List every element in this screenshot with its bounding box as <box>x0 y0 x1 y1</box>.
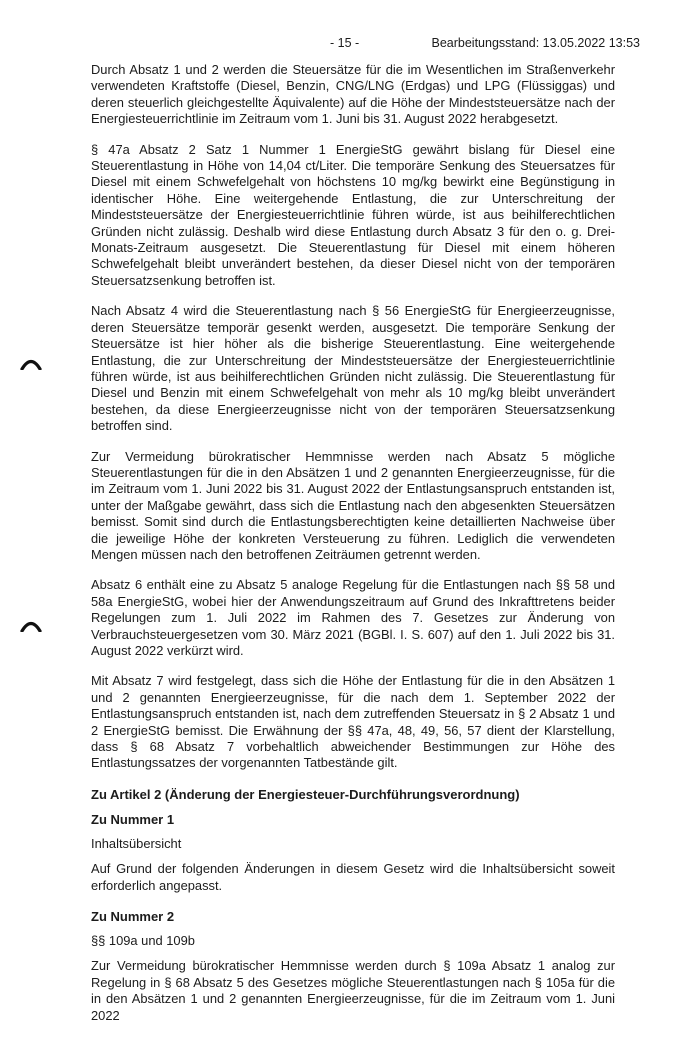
binding-mark-icon <box>20 356 42 370</box>
paragraph: Nach Absatz 4 wird die Steuerentlastung nach § 56 EnergieStG für Energieerzeugnisse, deren Steuersätze temporär gesenkt werden, ausgesetzt. Die temporäre Senkung der Steuersätze ist hier höher als die bisherige Steuerentlastung. Eine weitergehende Entlastung, die zur Unterschreitung der Mindeststeuersätze der Energiesteuerrichtlinie führen würde, ist aus beihilferechtlichen Gründen nicht zulässig. Die Steuerentlastung für Diesel und Benzin mit einem Schwefelgehalt von mehr als 10 mg/kg bleibt unverändert bestehen, da diese Energieerzeugnisse nicht von der temporären Steuersatzsenkung betroffen sind. <box>91 303 615 434</box>
section-heading: Zu Nummer 1 <box>91 811 175 827</box>
section-subject: §§ 109a und 109b <box>91 933 195 949</box>
paragraph: Zur Vermeidung bürokratischer Hemmnisse werden durch § 109a Absatz 1 analog zur Regelung in § 68 Absatz 5 des Gesetzes mögliche Steuerentlastungen nach § 105a für die in den Absätzen 1 und 2 genannten Energieerzeugnisse, für die im Zeitraum vom 1. Juni 2022 <box>91 958 615 1023</box>
revision-status: Bearbeitungsstand: 13.05.2022 13:53 <box>431 36 640 50</box>
paragraph: Absatz 6 enthält eine zu Absatz 5 analoge Regelung für die Entlastungen nach §§ 58 und 58a EnergieStG, wobei hier der Anwendungszeitraum auf Grund des Inkrafttretens beider Regelungen zum 1. Juli 2022 im Rahmen des 7. Gesetzes zur Änderung von Verbrauchsteuergesetzen vom 30. März 2021 (BGBl. I. S. 607) auf den 1. Juli 2022 bis 31. August 2022 verkürzt wird. <box>91 577 615 658</box>
page-number: - 15 - <box>330 36 360 50</box>
page-header <box>330 36 640 50</box>
section-subject: Inhaltsübersicht <box>91 835 182 851</box>
paragraph: Auf Grund der folgenden Änderungen in diesem Gesetz wird die Inhaltsübersicht soweit erforderlich angepasst. <box>91 861 615 893</box>
binding-mark-icon <box>20 618 42 632</box>
article-heading: Zu Artikel 2 (Änderung der Energiesteuer-Durchführungsverordnung) <box>91 786 520 802</box>
paragraph: Mit Absatz 7 wird festgelegt, dass sich die Höhe der Entlastung für die in den Absätzen 1 und 2 genannten Energieerzeugnisse, für die nach dem 1. September 2022 der Entlastungsanspruch entstanden ist, nach dem zutreffenden Steuersatz in § 2 Absatz 1 und 2 EnergieStG bemisst. Die Erwähnung der §§ 47a, 48, 49, 56, 57 dient der Klarstellung, dass § 68 Absatz 7 vorbehaltlich abweichender Bestimmungen zur Höhe des Entlastungssatzes der vorgenannten Tatbestände gilt. <box>91 673 615 771</box>
paragraph: Zur Vermeidung bürokratischer Hemmnisse werden nach Absatz 5 mögliche Steuerentlastungen für die in den Absätzen 1 und 2 genannten Energieerzeugnisse, für die im Zeitraum vom 1. Juni 2022 bis 31. August 2022 der Entlastungsanspruch entstanden ist, unter der Maßgabe gewährt, dass sich die Entlastung nach den abgesenkten Steuersätzen bemisst. Somit sind durch die Entlastungsberechtigten keine detaillierten Nachweise über die jeweilige Höhe der konkreten Versteuerung zu führen. Lediglich die verwendeten Mengen müssen nach den betroffenen Zeiträumen getrennt werden. <box>91 448 615 562</box>
section-heading: Zu Nummer 2 <box>91 909 175 925</box>
paragraph: § 47a Absatz 2 Satz 1 Nummer 1 EnergieStG gewährt bislang für Diesel eine Steuerentlastung in Höhe von 14,04 ct/Liter. Die temporäre Senkung des Steuersatzes für Diesel mit einem Schwefelgehalt von höchstens 10 mg/kg bewirkt eine Begünstigung in identischer Höhe. Eine weitergehende Entlastung, die zur Unterschreitung der Mindeststeuersätze der Energiesteuerrichtlinie führen würde, ist aus beihilferechtlichen Gründen nicht zulässig. Deshalb wird diese Entlastung durch Absatz 3 für den o. g. Drei-Monats-Zeitraum ausgesetzt. Die Steuerentlastung für Diesel mit einem höheren Schwefelgehalt bleibt unverändert bestehen, da dieser Diesel nicht von der temporären Steuersatzsenkung betroffen ist. <box>91 141 615 288</box>
document-body <box>91 62 615 1038</box>
paragraph: Durch Absatz 1 und 2 werden die Steuersätze für die im Wesentlichen im Straßenverkehr verwendeten Kraftstoffe (Diesel, Benzin, CNG/LNG (Erdgas) und LPG (Flüssiggas) und deren steuerlich gleichgestellte Äquivalente) auf die Höhe der Mindeststeuersätze nach der Energiesteuerrichtlinie im Zeitraum vom 1. Juni bis 31. August 2022 herabgesetzt. <box>91 62 615 127</box>
